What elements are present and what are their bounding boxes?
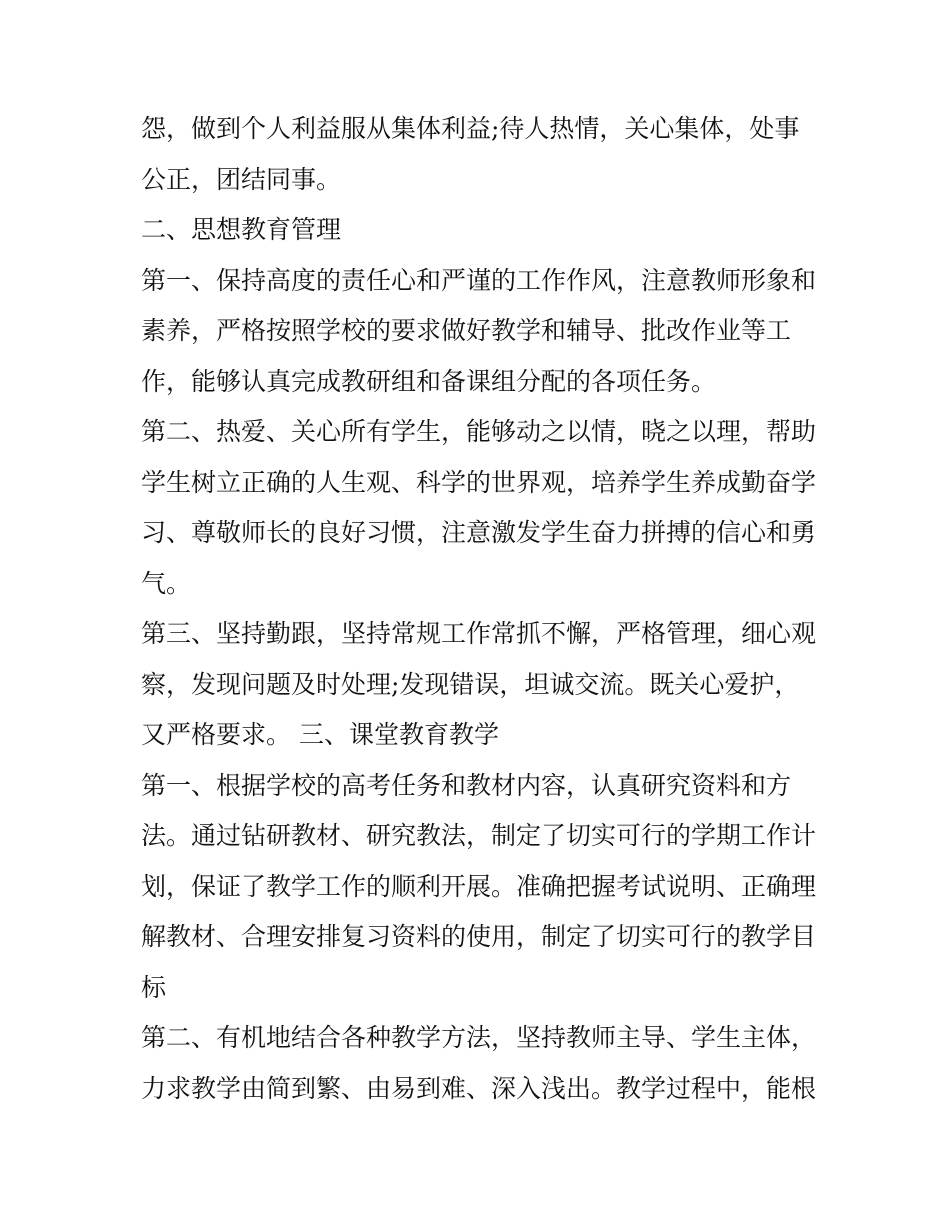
text-line: 又严格要求。 三、课堂教育教学	[141, 720, 499, 749]
text-line: 第二、热爱、关心所有学生，能够动之以情，晓之以理，帮助	[141, 417, 817, 446]
text-line: 解教材、合理安排复习资料的使用，制定了切实可行的教学目	[141, 922, 817, 951]
text-line: 气。	[141, 569, 192, 598]
text-line: 第一、根据学校的高考任务和教材内容，认真研究资料和方	[141, 771, 792, 800]
text-line: 标	[141, 973, 167, 1002]
text-line: 划，保证了教学工作的顺利开展。准确把握考试说明、正确理	[141, 872, 817, 901]
text-line: 素养，严格按照学校的要求做好教学和辅导、批改作业等工	[141, 316, 792, 345]
section-heading: 二、思想教育管理	[141, 215, 342, 244]
text-line: 习、尊敬师长的良好习惯，注意激发学生奋力拼搏的信心和勇	[141, 518, 817, 547]
text-line: 第一、保持高度的责任心和严谨的工作作风，注意教师形象和	[141, 266, 817, 295]
text-line: 力求教学由简到繁、由易到难、深入浅出。教学过程中，能根	[141, 1074, 817, 1103]
text-line: 作，能够认真完成教研组和备课组分配的各项任务。	[141, 367, 717, 396]
text-line: 公正，团结同事。	[141, 165, 342, 194]
text-line: 第二、有机地结合各种教学方法，坚持教师主导、学生主体，	[141, 1023, 817, 1052]
text-line: 第三、坚持勤跟，坚持常规工作常抓不懈，严格管理，细心观	[141, 619, 817, 648]
text-line: 法。通过钻研教材、研究教法，制定了切实可行的学期工作计	[141, 821, 817, 850]
text-line: 怨，做到个人利益服从集体利益;待人热情，关心集体，处事	[141, 114, 800, 143]
text-line: 学生树立正确的人生观、科学的世界观，培养学生养成勤奋学	[141, 468, 817, 497]
text-line: 察，发现问题及时处理;发现错误，坦诚交流。既关心爱护，	[141, 670, 800, 699]
